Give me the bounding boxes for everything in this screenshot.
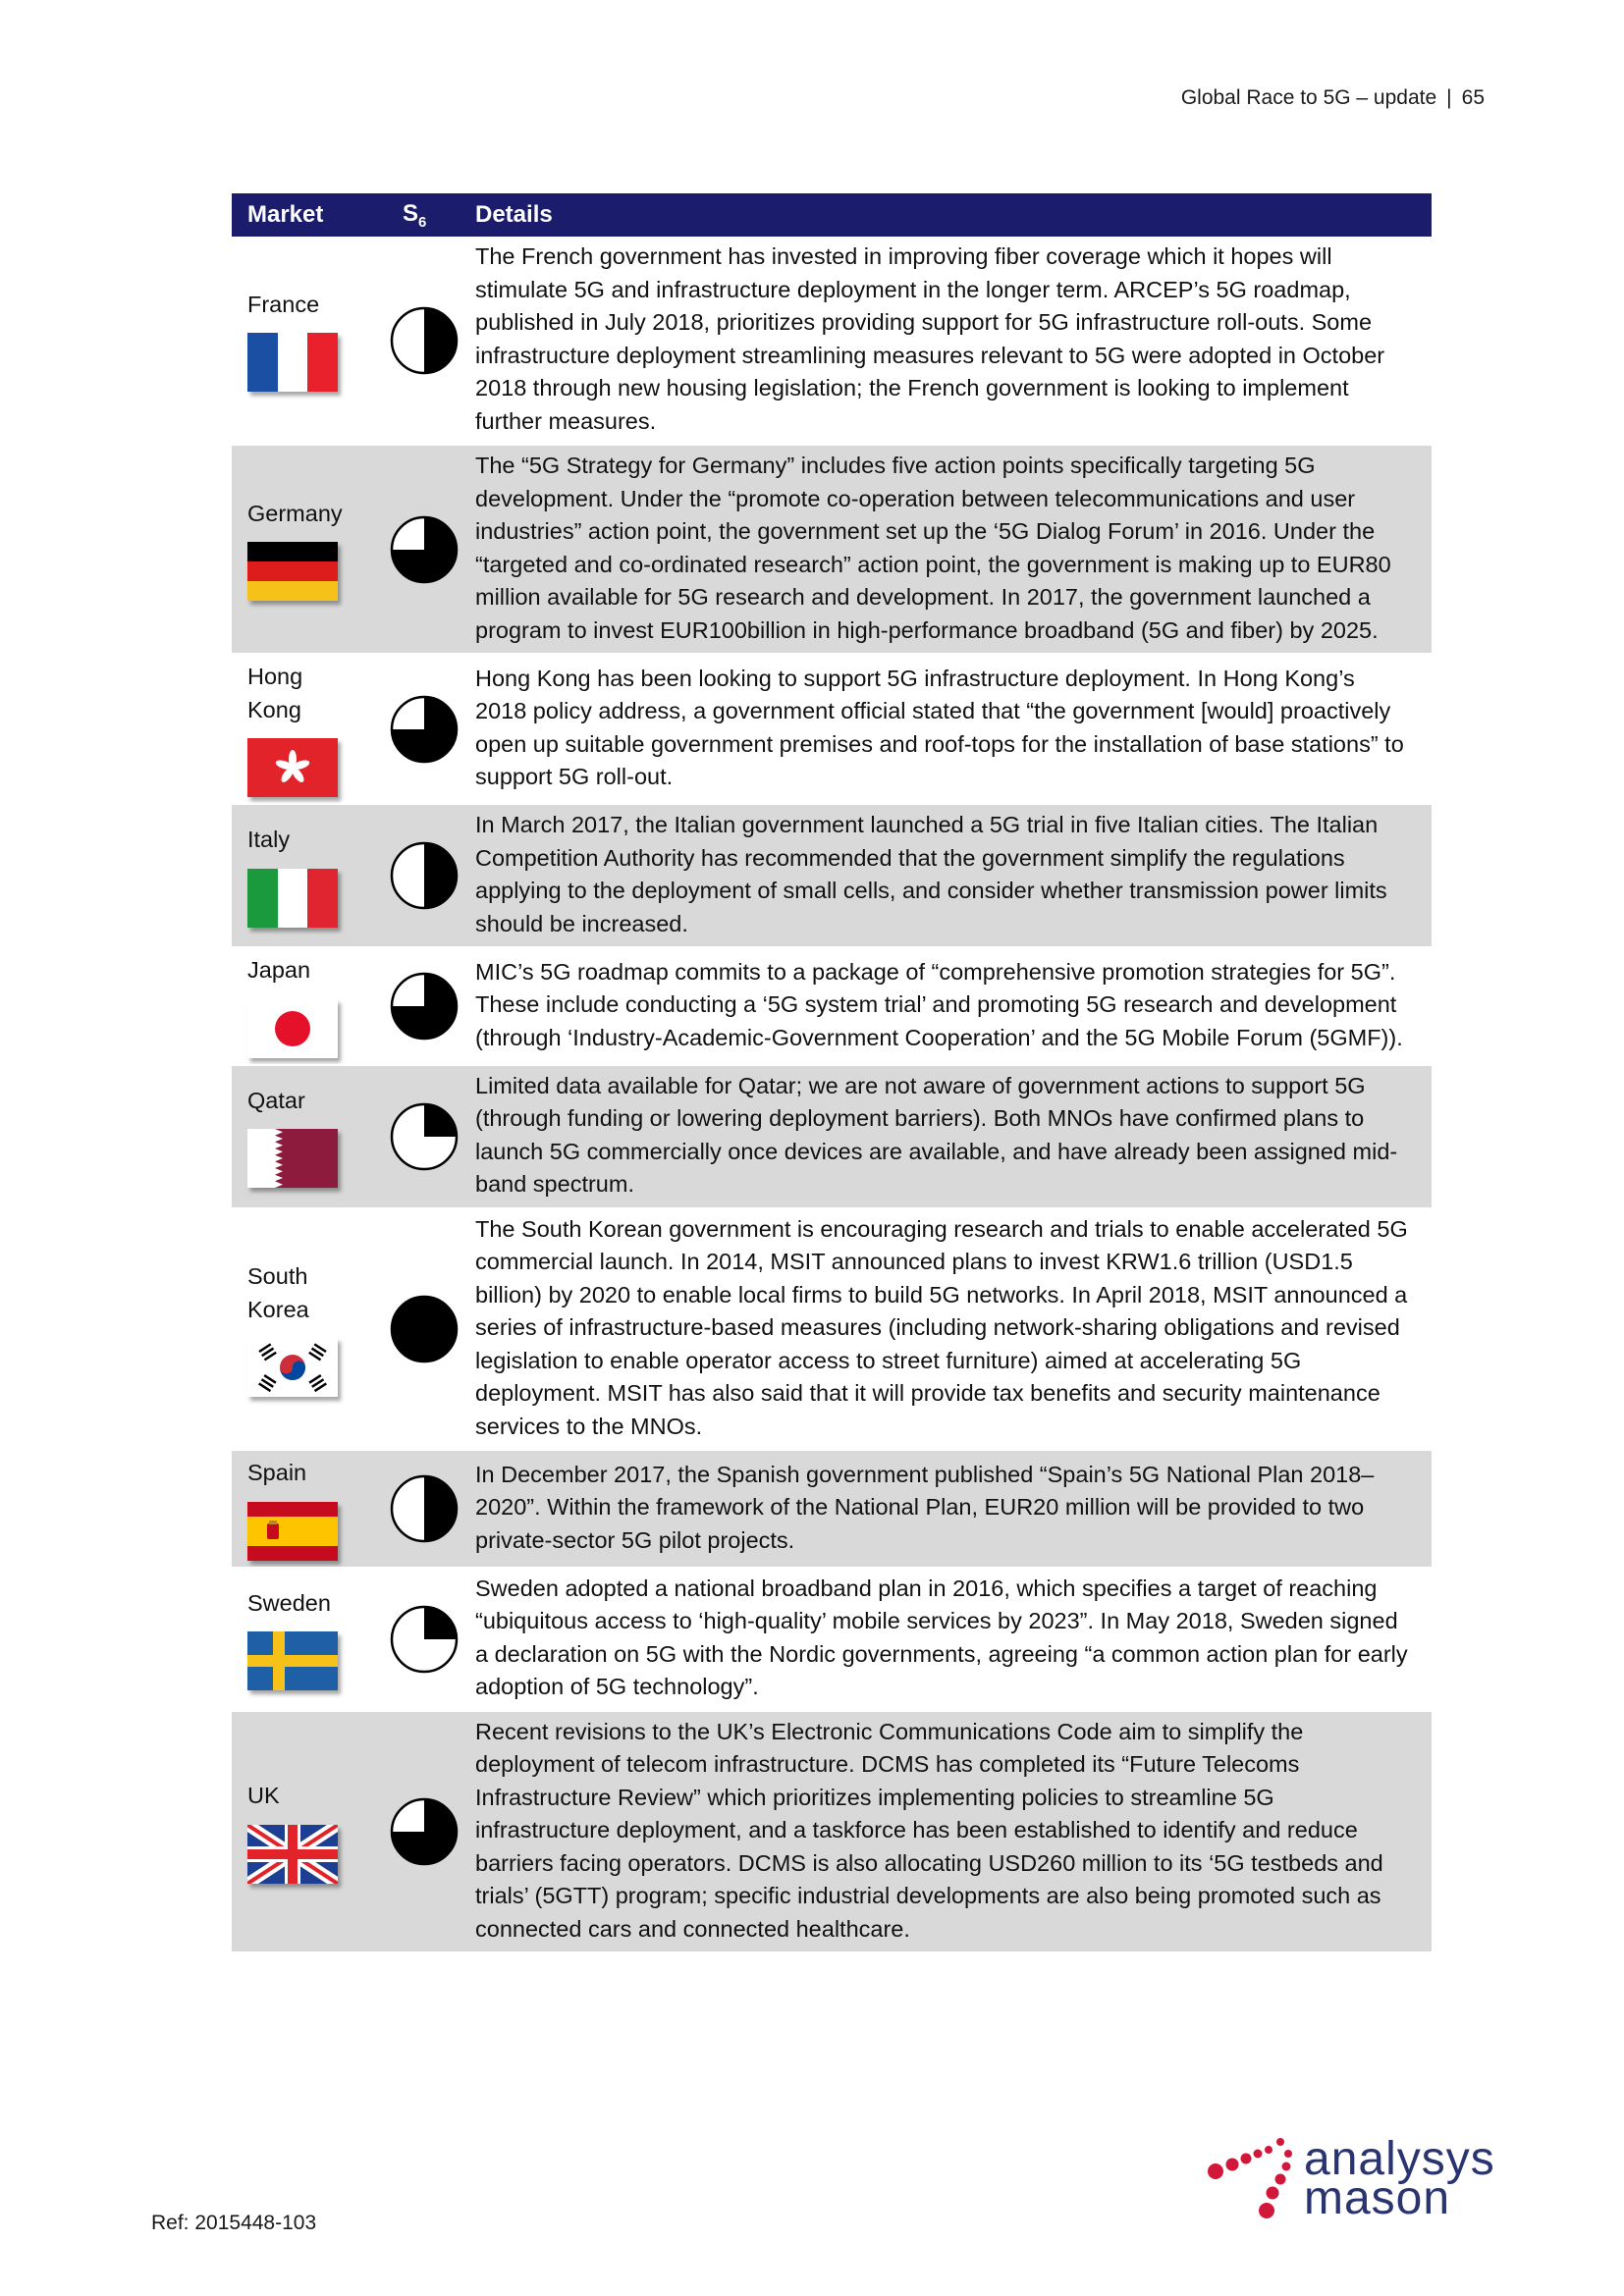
document-title: Global Race to 5G – update xyxy=(1180,86,1437,109)
details-cell: MIC’s 5G roadmap commits to a package of “comprehensive promotion strategies for 5G”. These include conducting a ‘5G system trial’ and promoting 5G research and development (through ‘Industry-Academic-Government Cooperation’ and the 5G Mobile Forum (5GMF)). xyxy=(460,947,1432,1065)
details-cell: Sweden adopted a national broadband plan in 2016, which specifies a target of reaching “ubiquitous access to ‘high-quality’ mobile services by 2023”. In May 2018, Sweden signed a declaration on 5G with the Nordic governments, agreeing “a common action plan for early adoption of 5G technology”. xyxy=(460,1568,1432,1711)
logo-word-mason: mason xyxy=(1304,2172,1451,2224)
market-name-line: France xyxy=(247,291,320,317)
page-number: 65 xyxy=(1461,86,1485,109)
harvey-ball-icon xyxy=(388,1122,460,1148)
table-row xyxy=(232,1065,1432,1208)
japan-flag-icon xyxy=(247,999,338,1058)
score-header-subscript: 6 xyxy=(418,213,427,231)
details-cell: Recent revisions to the UK’s Electronic Communications Code aim to simplify the deployment of telecom infrastructure. DCMS has completed its “Future Telecoms Infrastructure Review” which prioritizes implementing policies to streamline 5G infrastructure deployment, and a taskforce has been established to identify and reduce barriers facing operators. DCMS is also allocating USD260 million to its ‘5G testbeds and trials’ (5GTT) program; specific industrial developments are also being promoted such as connected cars and connected healthcare. xyxy=(460,1711,1432,1953)
score-cell xyxy=(387,1711,460,1953)
qatar-flag-icon xyxy=(247,1129,338,1188)
market-name-line: Japan xyxy=(247,957,311,983)
market-name-line: Sweden xyxy=(247,1589,331,1616)
table-row xyxy=(232,947,1432,1065)
germany-flag-icon xyxy=(247,542,338,601)
market-name-line: UK xyxy=(247,1783,280,1808)
market-name xyxy=(247,661,377,726)
france-flag-icon xyxy=(247,333,338,392)
market-name xyxy=(247,1780,377,1813)
harvey-ball-icon xyxy=(388,991,460,1017)
market-name-line: Hong xyxy=(247,664,303,689)
market-name-line: Spain xyxy=(247,1460,307,1485)
italy-flag-icon xyxy=(247,869,338,928)
market-cell xyxy=(232,1208,387,1451)
table-row xyxy=(232,1568,1432,1711)
market-name-line: Qatar xyxy=(247,1087,305,1113)
hong-kong-flag-icon xyxy=(247,738,338,797)
harvey-ball-icon xyxy=(388,1625,460,1650)
column-header-score xyxy=(387,193,460,237)
details-cell: The South Korean government is encouraging research and trials to enable accelerated 5G commercial launch. In 2014, MSIT announced plans to invest KRW1.6 trillion (USD1.5 billion) by 2020 to enable local firms to build 5G networks. In April 2018, MSIT announced a series of infrastructure-based measures (including network-sharing obligations and revised legislation to enable operator access to street furniture) aimed at accelerating 5G deployment. MSIT has also said that it will provide tax benefits and security maintenance services to the MNOs. xyxy=(460,1208,1432,1451)
column-header-market: Market xyxy=(232,193,387,237)
market-cell xyxy=(232,1450,387,1568)
market-name-line: Germany xyxy=(247,500,343,526)
details-cell: In March 2017, the Italian government launched a 5G trial in five Italian cities. The Italian Competition Authority has recommended that the government simplify the regulations applying to the deployment of small cells, and consider whether transmission power limits should be increased. xyxy=(460,804,1432,947)
harvey-ball-icon xyxy=(388,861,460,886)
market-cell xyxy=(232,654,387,804)
score-cell xyxy=(387,804,460,947)
score-header-base: S xyxy=(403,199,419,227)
market-name xyxy=(247,498,377,531)
market-name-line: Kong xyxy=(247,696,301,722)
score-cell xyxy=(387,1568,460,1711)
market-name-line: South xyxy=(247,1263,308,1290)
page-header xyxy=(1181,86,1485,110)
score-cell xyxy=(387,654,460,804)
market-name xyxy=(247,1085,377,1118)
market-cell xyxy=(232,237,387,445)
score-cell xyxy=(387,445,460,654)
market-name xyxy=(247,1260,377,1326)
harvey-ball-icon xyxy=(388,326,460,351)
sweden-flag-icon xyxy=(247,1631,338,1690)
harvey-ball-icon xyxy=(388,1314,460,1340)
score-cell xyxy=(387,1450,460,1568)
market-name xyxy=(247,824,377,857)
table-row xyxy=(232,1208,1432,1451)
column-header-details: Details xyxy=(460,193,1432,237)
market-name-line: Korea xyxy=(247,1296,309,1322)
details-cell: Limited data available for Qatar; we are not aware of government actions to support 5G (through funding or lowering deployment barriers). Both MNOs have confirmed plans to launch 5G commercially once devices are available, and have already been assigned mid-band spectrum. xyxy=(460,1065,1432,1208)
market-name xyxy=(247,289,377,322)
details-cell: The “5G Strategy for Germany” includes five action points specifically targeting 5G development. Under the “promote co-operation between telecommunications and user industries” action point, the government set up the ‘5G Dialog Forum’ in 2016. Under the “targeted and co-ordinated research” action point, the government is making up to EUR80 million available for 5G research and development. In 2017, the government launched a program to invest EUR100billion in high-performance broadband (5G and fiber) by 2025. xyxy=(460,445,1432,654)
market-cell xyxy=(232,804,387,947)
logo-dots-icon xyxy=(1206,2132,1304,2230)
score-cell xyxy=(387,1065,460,1208)
uk-flag-icon xyxy=(247,1825,338,1884)
table-row xyxy=(232,654,1432,804)
table-row xyxy=(232,804,1432,947)
logo-word-analysys: analysys xyxy=(1304,2133,1495,2185)
market-name xyxy=(247,1457,377,1490)
south-korea-flag-icon xyxy=(247,1338,338,1397)
table-row xyxy=(232,445,1432,654)
market-name-line: Italy xyxy=(247,827,291,853)
harvey-ball-icon xyxy=(388,1494,460,1520)
market-name xyxy=(247,1587,377,1621)
footer-reference: Ref: 2015448-103 xyxy=(151,2212,317,2234)
details-cell: Hong Kong has been looking to support 5G infrastructure deployment. In Hong Kong’s 2018 policy address, a government official stated that “the government [would] proactively open up suitable government premises and roof-tops for the installation of base stations” to support 5G roll-out. xyxy=(460,654,1432,804)
table-header-row xyxy=(232,193,1432,237)
table-row xyxy=(232,237,1432,445)
harvey-ball-icon xyxy=(388,1817,460,1842)
harvey-ball-icon xyxy=(388,715,460,740)
analysys-mason-logo xyxy=(1206,2132,1510,2230)
market-cell xyxy=(232,947,387,1065)
table-row xyxy=(232,1450,1432,1568)
harvey-ball-icon xyxy=(388,535,460,561)
spain-flag-icon xyxy=(247,1502,338,1561)
market-cell xyxy=(232,445,387,654)
market-cell xyxy=(232,1711,387,1953)
score-cell xyxy=(387,1208,460,1451)
market-cell xyxy=(232,1568,387,1711)
market-table xyxy=(232,193,1432,1953)
market-cell xyxy=(232,1065,387,1208)
market-name xyxy=(247,954,377,988)
table-row xyxy=(232,1711,1432,1953)
score-cell xyxy=(387,237,460,445)
header-separator: | xyxy=(1446,86,1452,109)
details-cell: The French government has invested in improving fiber coverage which it hopes will stimulate 5G and infrastructure deployment in the longer term. ARCEP’s 5G roadmap, published in July 2018, prioritizes providing support for 5G infrastructure roll-outs. Some infrastructure deployment streamlining measures relevant to 5G were adopted in October 2018 through new housing legislation; the French government is looking to implement further measures. xyxy=(460,237,1432,445)
details-cell: In December 2017, the Spanish government published “Spain’s 5G National Plan 2018–2020”. Within the framework of the National Plan, EUR20 million will be provided to two private-sector 5G pilot projects. xyxy=(460,1450,1432,1568)
score-cell xyxy=(387,947,460,1065)
